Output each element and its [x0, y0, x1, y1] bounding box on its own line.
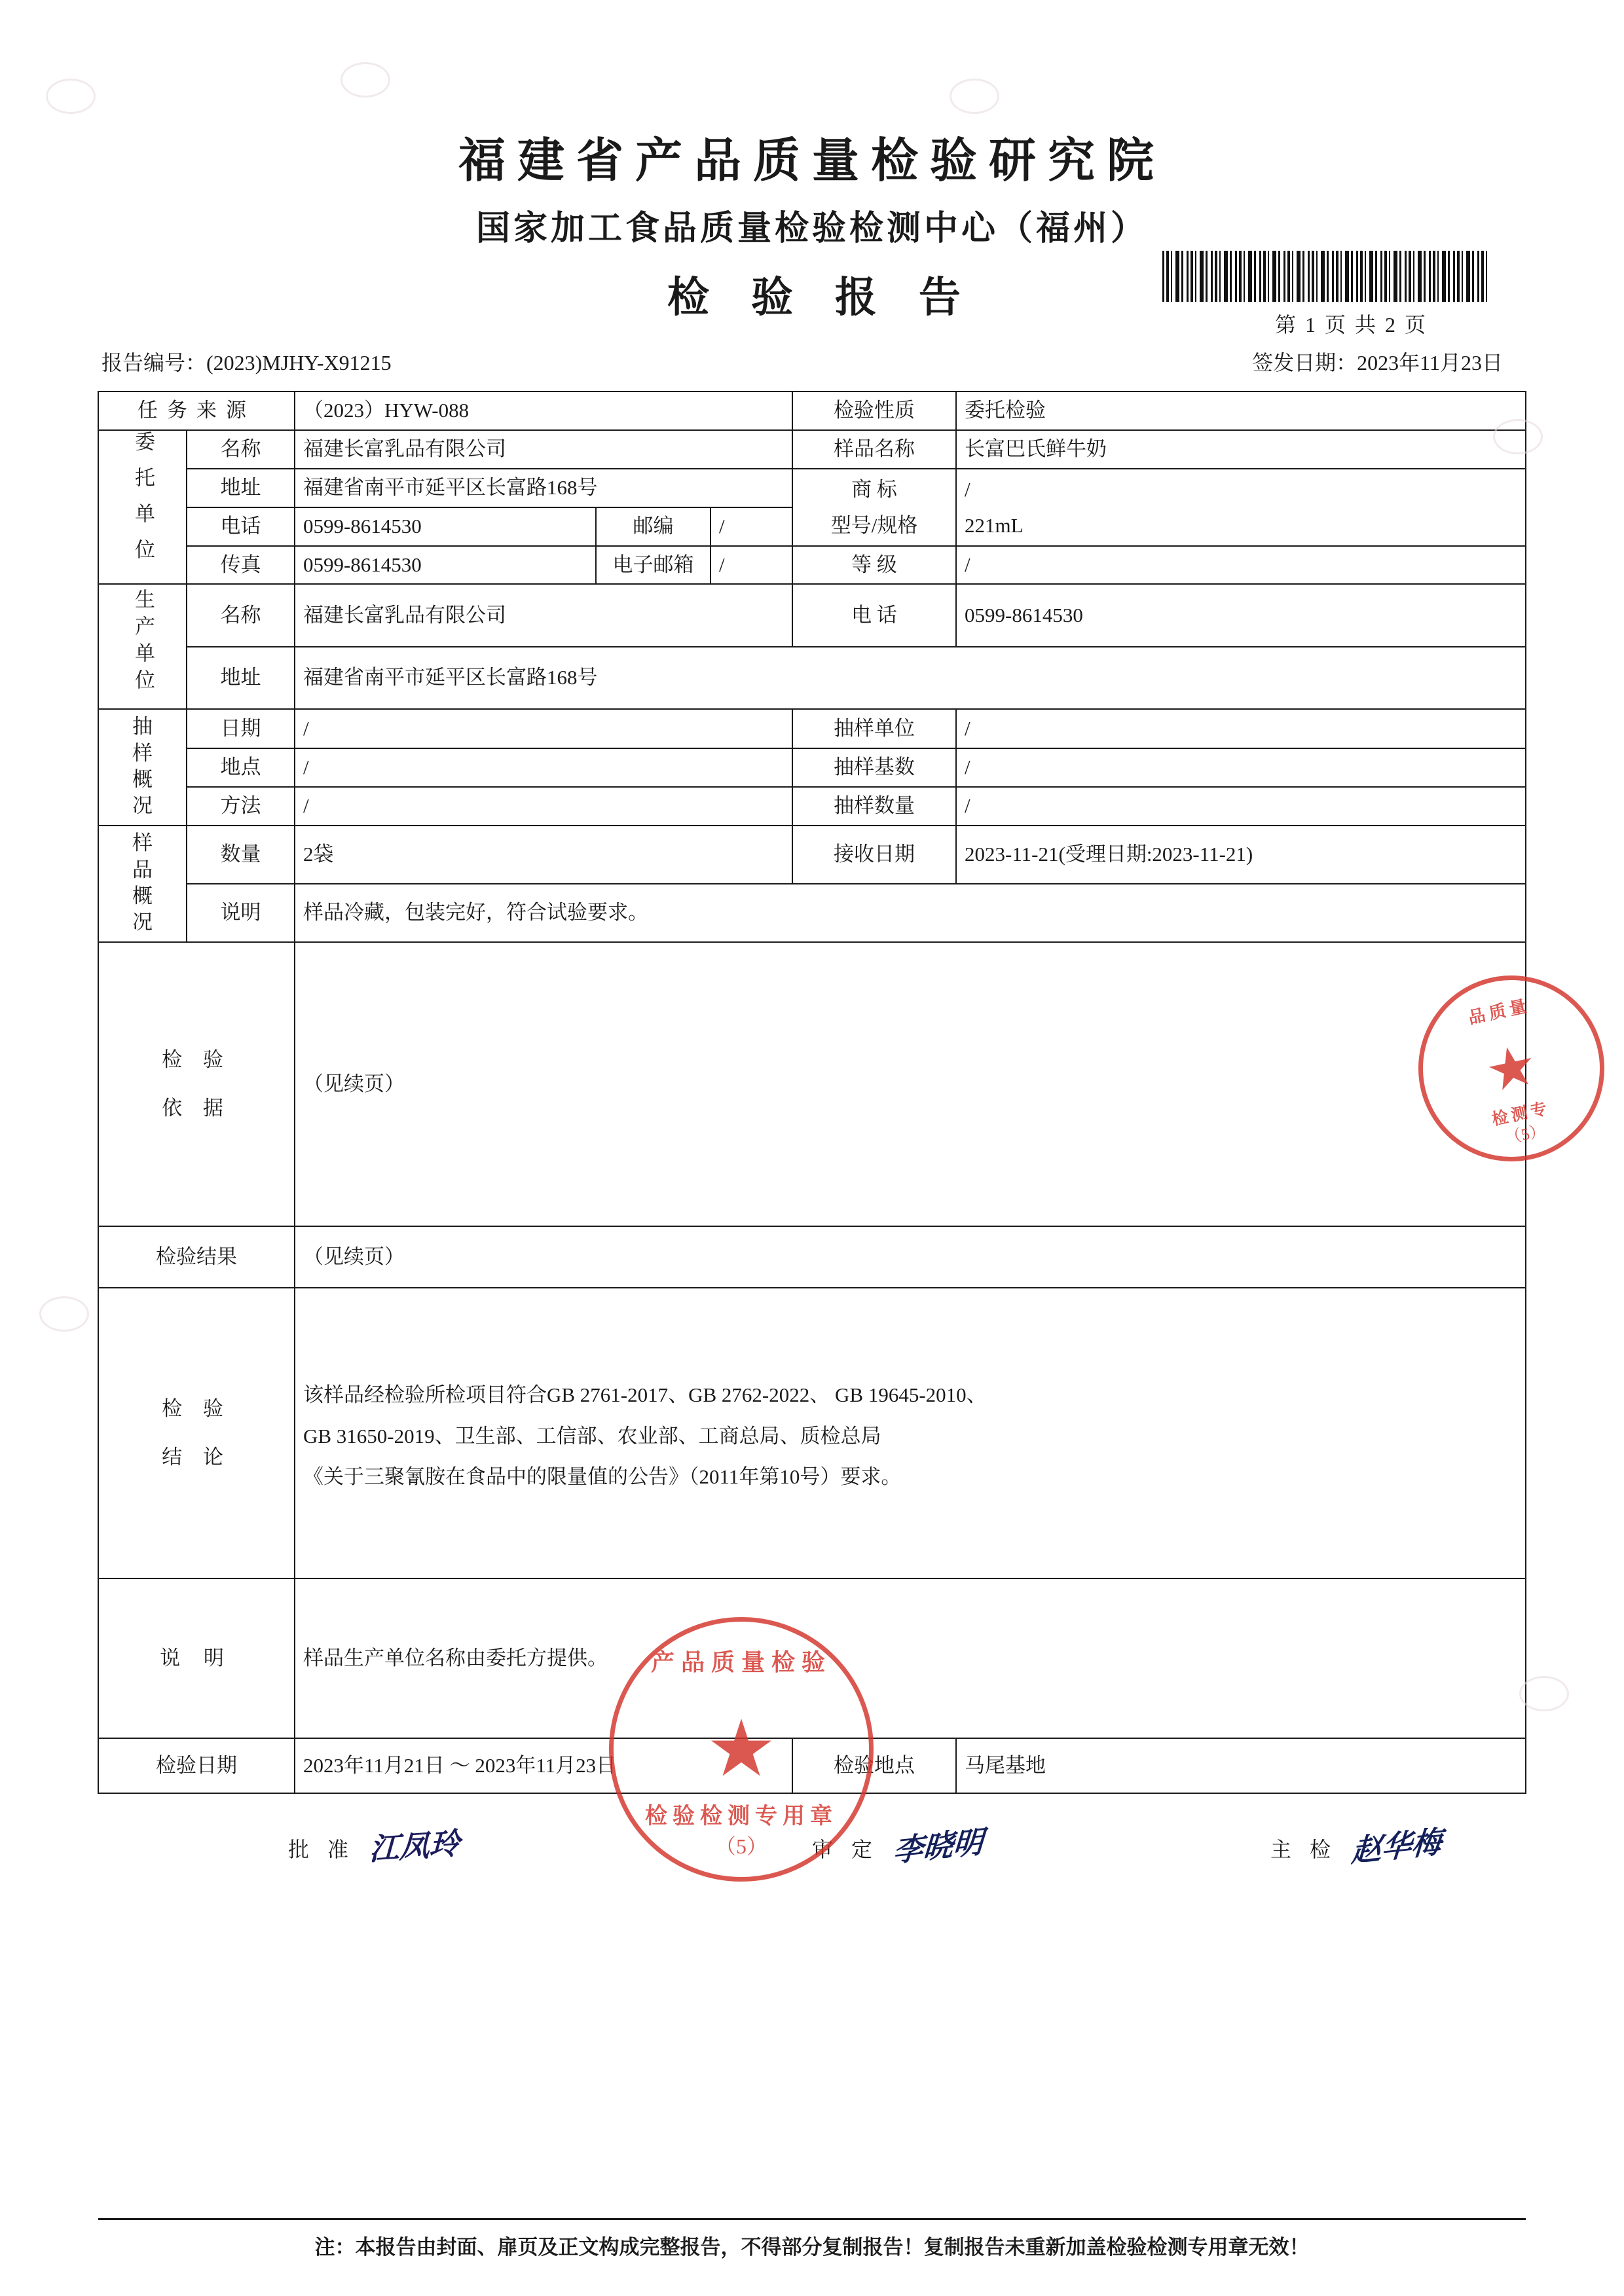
table-row	[98, 884, 1526, 942]
sampling-unit-value: /	[956, 709, 1526, 748]
page-count: 第 1 页 共 2 页	[1274, 312, 1428, 337]
producer-name-label: 名称	[187, 584, 295, 646]
sampling-base-label: 抽样基数	[792, 748, 956, 787]
result-value: （见续页）	[295, 1226, 1526, 1288]
producer-label: 生产单位	[98, 584, 187, 709]
sample-desc-label: 说明	[187, 884, 295, 942]
report-footer	[0, 2218, 1624, 2260]
sampling-qty-label: 抽样数量	[792, 787, 956, 826]
star-icon: ★	[1480, 1032, 1543, 1104]
client-tel-value: 0599-8614530	[295, 507, 596, 546]
sample-desc-value: 样品冷藏，包装完好，符合试验要求。	[295, 884, 1526, 942]
inspect-nature-value: 委托检验	[956, 392, 1526, 430]
receive-date-value: 2023-11-21(受理日期:2023-11-21)	[956, 826, 1526, 884]
model-value: 221mL	[956, 507, 1526, 546]
client-label: 委托单位	[98, 430, 187, 585]
watermark-oval	[1519, 1676, 1569, 1711]
issue-date: 签发日期：2023年11月23日	[1252, 350, 1503, 374]
table-row	[98, 709, 1526, 748]
signature-row	[98, 1807, 1526, 1886]
table-row	[98, 787, 1526, 826]
table-row	[98, 430, 1526, 469]
review-label: 审 定	[812, 1838, 879, 1862]
table-row	[98, 469, 1526, 507]
review-signature-block	[812, 1823, 984, 1866]
official-seal-top-text: 产品质量检验	[650, 1649, 832, 1675]
approve-signature-block	[288, 1823, 460, 1866]
client-email-label: 电子邮箱	[596, 546, 710, 585]
sampling-place-value: /	[295, 748, 792, 787]
producer-tel-label: 电 话	[792, 584, 956, 646]
task-source-value: （2023）HYW-088	[295, 392, 792, 430]
table-row	[98, 942, 1526, 1226]
grade-value: /	[956, 546, 1526, 585]
star-icon: ★	[706, 1705, 777, 1793]
report-header	[0, 0, 1624, 382]
footer-note: 注：本报告由封面、扉页及正文构成完整报告，不得部分复制报告！复制报告未重新加盖检验检测专用章无效！	[314, 2236, 1310, 2259]
barcode-icon	[1162, 251, 1490, 302]
sample-name-value: 长富巴氏鲜牛奶	[956, 430, 1526, 469]
client-zip-value: /	[710, 507, 792, 546]
basis-value: （见续页）	[295, 942, 1526, 1226]
inspect-date-label: 检验日期	[98, 1738, 295, 1793]
producer-tel-value: 0599-8614530	[956, 584, 1526, 646]
sampling-method-value: /	[295, 787, 792, 826]
sample-qty-label: 数量	[187, 826, 295, 884]
producer-address-value: 福建省南平市延平区长富路168号	[295, 647, 1526, 709]
official-seal-number: （5）	[714, 1834, 767, 1858]
review-signature: 李晓明	[892, 1825, 985, 1868]
client-fax-label: 传真	[187, 546, 295, 585]
sampling-label: 抽样概况	[98, 709, 187, 826]
model-label: 型号/规格	[792, 507, 956, 546]
sampling-unit-label: 抽样单位	[792, 709, 956, 748]
basis-label: 检 验 依 据	[98, 942, 295, 1226]
sampling-date-label: 日期	[187, 709, 295, 748]
approve-label: 批 准	[288, 1838, 356, 1862]
chief-signature: 赵华梅	[1350, 1825, 1443, 1868]
side-seal-number: （5）	[1504, 1121, 1547, 1148]
table-row	[98, 546, 1526, 585]
table-row	[98, 392, 1526, 430]
sampling-place-label: 地点	[187, 748, 295, 787]
organization-title: 福建省产品质量检验研究院	[458, 135, 1166, 187]
official-seal-bottom-text: 检验检测专用章	[645, 1804, 838, 1829]
brand-value: /	[956, 469, 1526, 507]
client-fax-value: 0599-8614530	[295, 546, 596, 585]
sampling-base-value: /	[956, 748, 1526, 787]
client-address-label: 地址	[187, 469, 295, 507]
inspect-place-value: 马尾基地	[956, 1738, 1526, 1793]
chief-signature-block	[1270, 1823, 1442, 1866]
conclusion-value	[295, 1288, 1526, 1578]
table-row	[98, 1578, 1526, 1738]
table-row	[98, 1738, 1526, 1793]
task-source-label: 任务来源	[98, 392, 295, 430]
conclusion-line-2: GB 31650-2019、卫生部、工信部、农业部、工商总局、质检总局	[303, 1424, 881, 1448]
page-title: 检 验 报 告	[667, 274, 976, 321]
table-row	[98, 748, 1526, 787]
sampling-method-label: 方法	[187, 787, 295, 826]
table-row	[98, 647, 1526, 709]
table-row	[98, 826, 1526, 884]
watermark-oval	[39, 1296, 89, 1332]
sample-qty-value: 2袋	[295, 826, 792, 884]
report-meta-row	[0, 346, 1624, 382]
table-row	[98, 507, 1526, 546]
side-seal-bottom-text: 检测专	[1490, 1099, 1552, 1129]
sampling-date-value: /	[295, 709, 792, 748]
client-name-label: 名称	[187, 430, 295, 469]
report-number: 报告编号：(2023)MJHY-X91215	[101, 350, 392, 374]
result-label: 检验结果	[98, 1226, 295, 1288]
producer-name-value: 福建长富乳品有限公司	[295, 584, 792, 646]
conclusion-line-3: 《关于三聚氰胺在食品中的限量值的公告》（2011年第10号）要求。	[303, 1465, 902, 1489]
footer-divider	[98, 2218, 1526, 2220]
client-email-value: /	[710, 546, 792, 585]
chief-label: 主 检	[1270, 1838, 1338, 1862]
conclusion-line-1: 该样品经检验所检项目符合GB 2761-2017、GB 2762-2022、 GB 19645-2010、	[303, 1383, 987, 1407]
grade-label: 等 级	[792, 546, 956, 585]
client-address-value: 福建省南平市延平区长富路168号	[295, 469, 792, 507]
approve-signature: 江凤玲	[369, 1827, 460, 1867]
sample-name-label: 样品名称	[792, 430, 956, 469]
table-row	[98, 584, 1526, 646]
note-value: 样品生产单位名称由委托方提供。	[295, 1578, 1526, 1738]
note-label: 说 明	[98, 1578, 295, 1738]
side-seal-top-text: 品质量	[1466, 996, 1532, 1028]
report-title-row	[0, 264, 1624, 342]
receive-date-label: 接收日期	[792, 826, 956, 884]
client-tel-label: 电话	[187, 507, 295, 546]
client-name-value: 福建长富乳品有限公司	[295, 430, 792, 469]
sampling-qty-value: /	[956, 787, 1526, 826]
sample-overview-label: 样品概况	[98, 826, 187, 942]
producer-address-label: 地址	[187, 647, 295, 709]
brand-label: 商 标	[792, 469, 956, 507]
inspect-place-label: 检验地点	[792, 1738, 956, 1793]
inspect-nature-label: 检验性质	[792, 392, 956, 430]
table-row	[98, 1288, 1526, 1578]
client-zip-label: 邮编	[596, 507, 710, 546]
table-row	[98, 1226, 1526, 1288]
inspect-date-value: 2023年11月21日 ～ 2023年11月23日	[295, 1738, 792, 1793]
center-title: 国家加工食品质量检验检测中心（福州）	[475, 210, 1148, 247]
report-table	[98, 391, 1526, 1794]
conclusion-label: 检 验 结 论	[98, 1288, 295, 1578]
